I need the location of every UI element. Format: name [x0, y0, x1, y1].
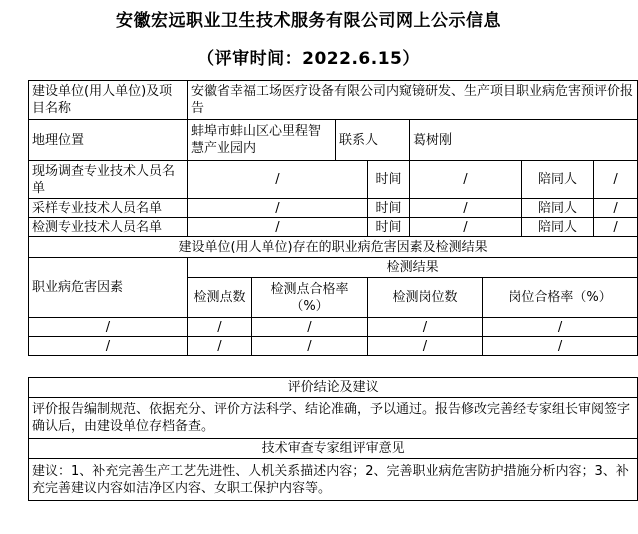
conclusion-title: 评价结论及建议	[29, 378, 638, 398]
staff-row-label: 现场调查专业技术人员名单	[29, 161, 188, 199]
table-cell: /	[483, 337, 638, 356]
staff-row-time-label: 时间	[368, 218, 410, 237]
staff-row-time-label: 时间	[368, 161, 410, 199]
hazard-factor-label: 职业病危害因素	[29, 258, 188, 318]
contact-value: 葛树刚	[410, 120, 638, 161]
table-cell: /	[368, 337, 483, 356]
staff-row-names: /	[188, 218, 368, 237]
spacer-row	[29, 356, 638, 378]
column-header: 岗位合格率（%）	[483, 278, 638, 318]
table-cell: /	[483, 318, 638, 337]
contact-label: 联系人	[336, 120, 410, 161]
hazard-section-title: 建设单位(用人单位)存在的职业病危害因素及检测结果	[29, 237, 638, 258]
staff-row-names: /	[188, 161, 368, 199]
column-header: 检测岗位数	[368, 278, 483, 318]
location-value: 蚌埠市蚌山区心里程智慧产业园内	[188, 120, 336, 161]
review-text: 建议：1、补充完善生产工艺先进性、人机关系描述内容；2、完善职业病危害防护措施分析内容；3、补充完善建议内容如洁净区内容、女职工保护内容等。	[29, 459, 638, 501]
page-title: 安徽宏远职业卫生技术服务有限公司网上公示信息	[116, 11, 501, 31]
staff-row-time-label: 时间	[368, 199, 410, 218]
staff-row-companion: /	[594, 199, 638, 218]
table-cell: /	[188, 337, 252, 356]
conclusion-text: 评价报告编制规范、依据充分、评价方法科学、结论准确，予以通过。报告修改完善经专家组长审阅签字确认后，由建设单位存档备查。	[29, 398, 638, 439]
column-header: 检测点合格率（%）	[252, 278, 368, 318]
staff-row-companion-label: 陪同人	[522, 199, 594, 218]
staff-row-companion: /	[594, 161, 638, 199]
staff-row-time: /	[410, 218, 522, 237]
staff-row-label: 采样专业技术人员名单	[29, 199, 188, 218]
staff-row-companion: /	[594, 218, 638, 237]
staff-row-label: 检测专业技术人员名单	[29, 218, 188, 237]
project-name-label: 建设单位(用人单位)及项目名称	[29, 81, 188, 120]
staff-row-companion-label: 陪同人	[522, 161, 594, 199]
table-cell: /	[368, 318, 483, 337]
staff-row-time: /	[410, 161, 522, 199]
info-table	[28, 80, 638, 501]
project-name-value: 安徽省幸福工场医疗设备有限公司内窥镜研发、生产项目职业病危害预评价报告	[188, 81, 638, 120]
results-label: 检测结果	[188, 258, 638, 278]
column-header: 检测点数	[188, 278, 252, 318]
table-cell: /	[252, 318, 368, 337]
staff-row-companion-label: 陪同人	[522, 218, 594, 237]
review-title: 技术审查专家组评审意见	[29, 439, 638, 459]
table-cell: /	[29, 337, 188, 356]
review-time: （评审时间：2022.6.15）	[197, 49, 420, 69]
table-cell: /	[29, 318, 188, 337]
staff-row-time: /	[410, 199, 522, 218]
staff-row-names: /	[188, 199, 368, 218]
location-label: 地理位置	[29, 120, 188, 161]
table-cell: /	[252, 337, 368, 356]
table-cell: /	[188, 318, 252, 337]
